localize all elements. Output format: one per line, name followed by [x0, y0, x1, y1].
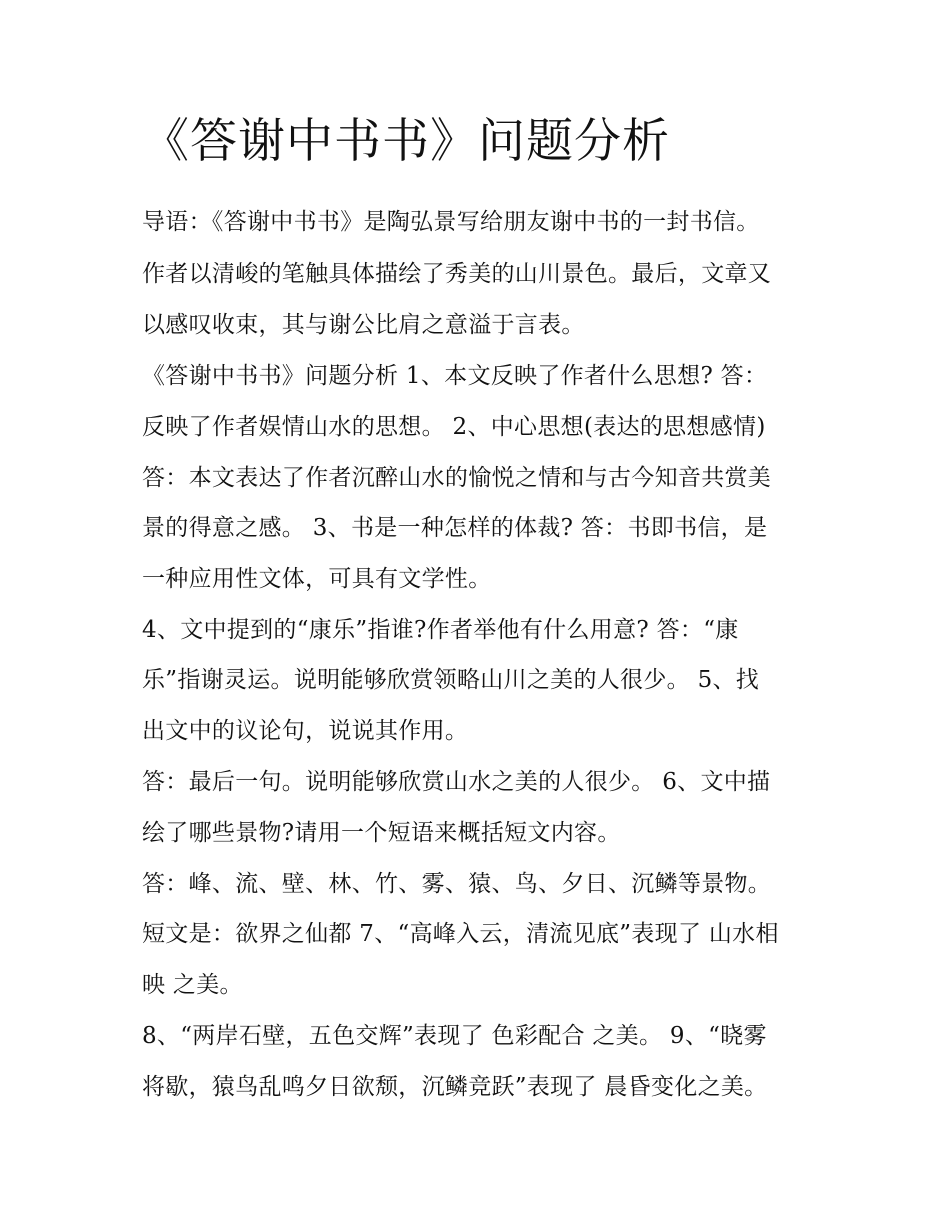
paragraph-line: 作者以清峻的笔触具体描绘了秀美的山川景色。最后，文章又	[142, 261, 772, 287]
paragraph-line: 景的得意之感。 3、书是一种怎样的体裁? 答：书即书信，是	[142, 515, 768, 541]
page-title: 《答谢中书书》问题分析	[142, 114, 670, 169]
paragraph-line: 一种应用性文体，可具有文学性。	[142, 566, 492, 592]
paragraph-line: 答：本文表达了作者沉醉山水的愉悦之情和与古今知音共赏美	[142, 465, 772, 491]
paragraph-line: 出文中的议论句，说说其作用。	[142, 718, 469, 744]
paragraph-line: 导语：《答谢中书书》是陶弘景写给朋友谢中书的一封书信。	[142, 209, 760, 235]
paragraph-line: 短文是：欲界之仙都 7、“高峰入云，清流见底”表现了 山水相	[142, 921, 779, 947]
paragraph-line: 绘了哪些景物?请用一个短语来概括短文内容。	[142, 820, 621, 846]
paragraph-line: 答：最后一句。说明能够欣赏山水之美的人很少。 6、文中描	[142, 769, 771, 795]
paragraph-line: 4、文中提到的“康乐”指谁?作者举他有什么用意? 答：“康	[142, 617, 739, 643]
paragraph-line: 乐”指谢灵运。说明能够欣赏领略山川之美的人很少。 5、找	[142, 667, 760, 693]
paragraph-line: 答：峰、流、壁、林、竹、雾、猿、鸟、夕日、沉鳞等景物。	[142, 871, 772, 897]
paragraph-line: 将歇，猿鸟乱鸣夕日欲颓，沉鳞竞跃”表现了 晨昏变化之美。	[142, 1074, 768, 1100]
paragraph-line: 反映了作者娱情山水的思想。 2、中心思想(表达的思想感情)	[142, 414, 766, 440]
paragraph-line: 《答谢中书书》问题分析 1、本文反映了作者什么思想? 答：	[142, 363, 768, 389]
paragraph-line: 映 之美。	[142, 972, 243, 998]
paragraph-line: 8、“两岸石壁，五色交辉”表现了 色彩配合 之美。 9、“晓雾	[142, 1023, 767, 1049]
paragraph-line: 以感叹收束，其与谢公比肩之意溢于言表。	[142, 312, 585, 338]
